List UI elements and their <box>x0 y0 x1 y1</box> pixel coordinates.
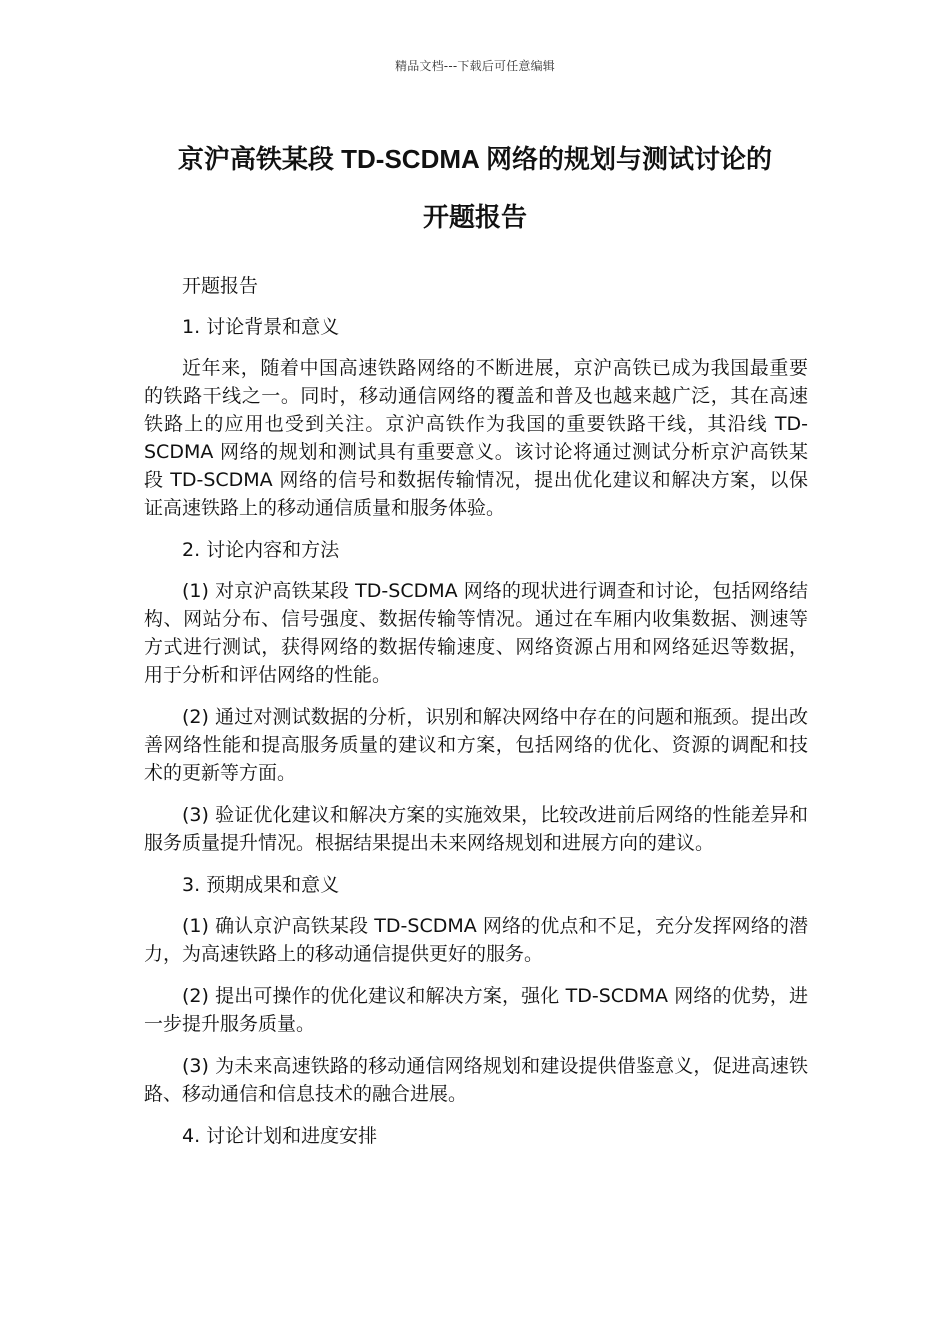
section-heading-background: 1. 讨论背景和意义 <box>182 316 340 338</box>
paragraph-method-1: (1) 对京沪高铁某段 TD-SCDMA 网络的现状进行调查和讨论，包括网络结构、网站分布、信号强度、数据传输等情况。通过在车厢内收集数据、测速等方式进行测试，获得网络的数据传输速度、网络资源占用和网络延迟等数据，用于分析和评估网络的性能。 <box>144 580 808 686</box>
paragraph-method-2: (2) 通过对测试数据的分析，识别和解决网络中存在的问题和瓶颈。提出改善网络性能和提高服务质量的建议和方案，包括网络的优化、资源的调配和技术的更新等方面。 <box>144 706 808 784</box>
document-body <box>144 272 808 1163</box>
section-label-report: 开题报告 <box>182 275 259 297</box>
section-heading-expected-results: 3. 预期成果和意义 <box>182 874 340 896</box>
section-heading-schedule: 4. 讨论计划和进度安排 <box>182 1125 378 1147</box>
document-title <box>120 130 830 246</box>
paragraph-result-2: (2) 提出可操作的优化建议和解决方案，强化 TD-SCDMA 网络的优势，进一步提升服务质量。 <box>144 985 808 1035</box>
paragraph-background: 近年来，随着中国高速铁路网络的不断进展，京沪高铁已成为我国最重要的铁路干线之一。同时，移动通信网络的覆盖和普及也越来越广泛，其在高速铁路上的应用也受到关注。京沪高铁作为我国的重要铁路干线，其沿线 TD-SCDMA 网络的规划和测试具有重要意义。该讨论将通过测试分析京沪高铁某段 TD-SCDMA 网络的信号和数据传输情况，提出优化建议和解决方案，以保证高速铁路上的移动通信质量和服务体验。 <box>144 357 808 519</box>
document-title-line-1: 京沪高铁某段 TD-SCDMA 网络的规划与测试讨论的 <box>177 144 773 174</box>
paragraph-result-3: (3) 为未来高速铁路的移动通信网络规划和建设提供借鉴意义，促进高速铁路、移动通信和信息技术的融合进展。 <box>144 1055 808 1105</box>
section-heading-content-methods: 2. 讨论内容和方法 <box>182 539 340 561</box>
paragraph-result-1: (1) 确认京沪高铁某段 TD-SCDMA 网络的优点和不足，充分发挥网络的潜力，为高速铁路上的移动通信提供更好的服务。 <box>144 915 808 965</box>
paragraph-method-3: (3) 验证优化建议和解决方案的实施效果，比较改进前后网络的性能差异和服务质量提升情况。根据结果提出未来网络规划和进展方向的建议。 <box>144 804 808 854</box>
page-header-note: 精品文档---下载后可任意编辑 <box>395 59 555 73</box>
document-title-line-2: 开题报告 <box>422 202 527 232</box>
